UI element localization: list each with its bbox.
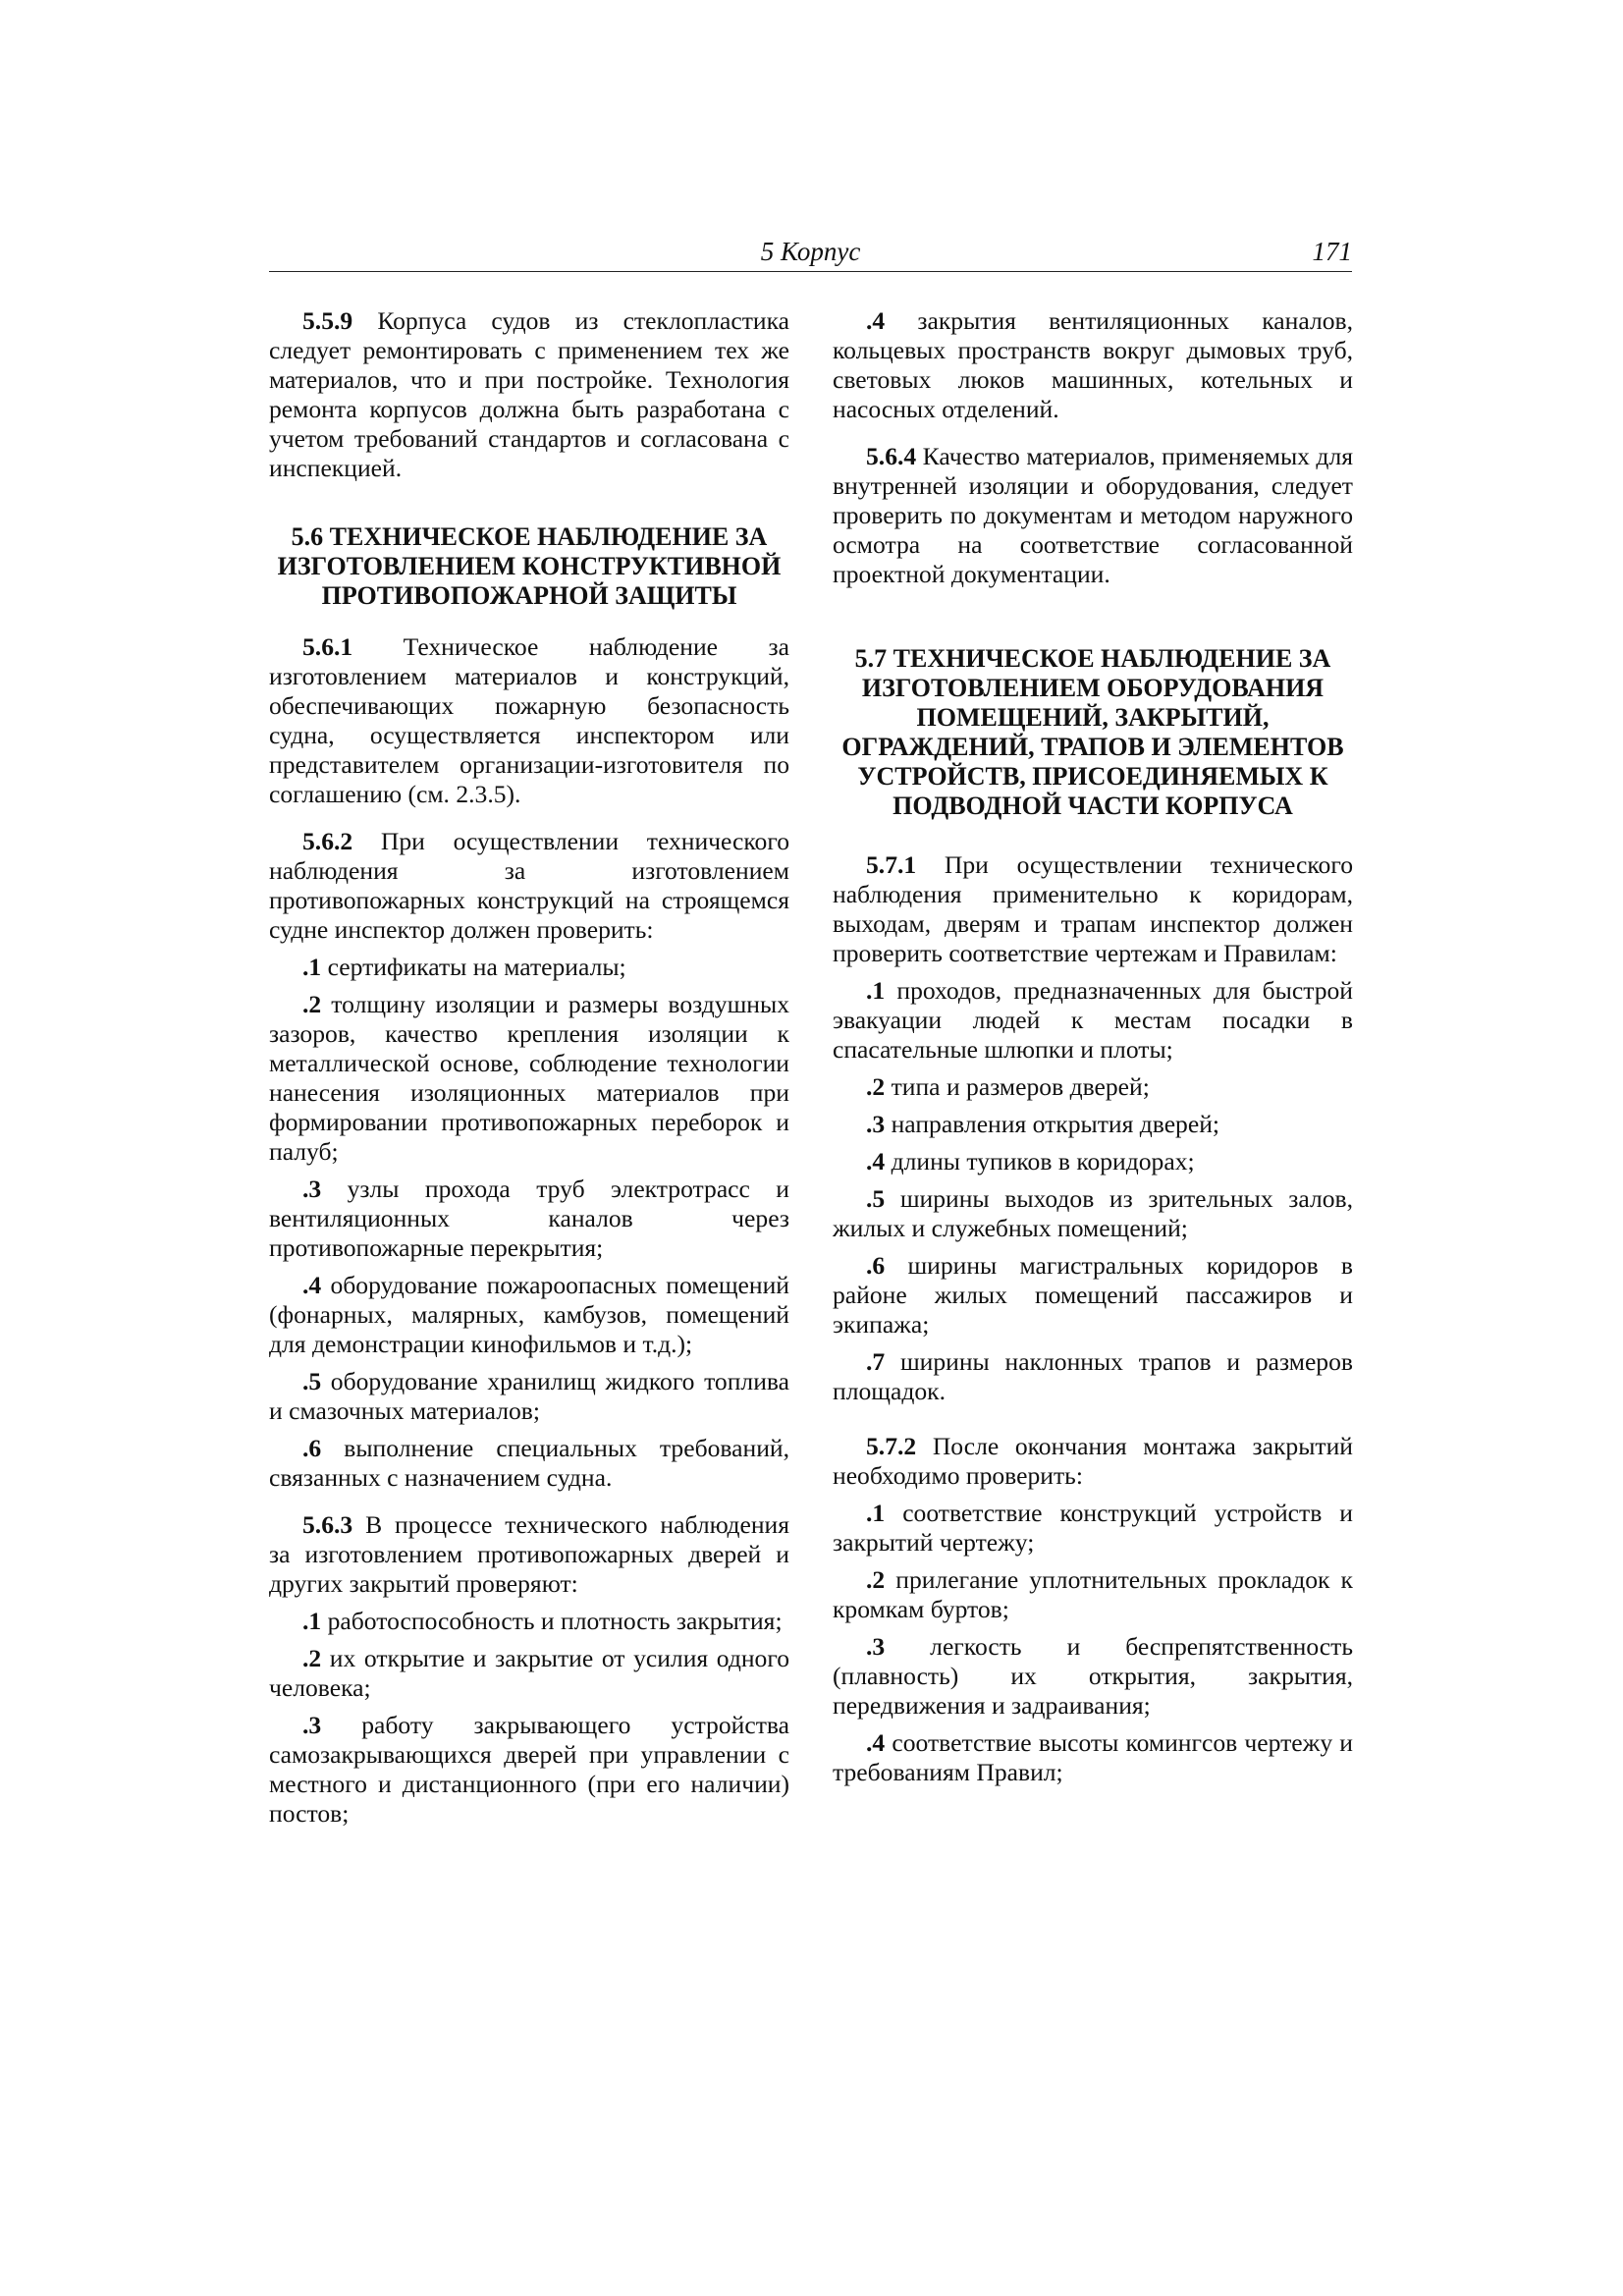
item-number: .5 [302, 1367, 322, 1395]
item-text: типа и размеров дверей; [885, 1072, 1150, 1101]
item-number: .6 [866, 1251, 886, 1280]
running-title: 5 Корпус [760, 237, 861, 266]
paragraph-5-6-4 [833, 442, 1353, 589]
list-item [269, 953, 789, 982]
paragraph-text: Качество материалов, применяемых для внутренней изоляции и оборудования, следует проверить по документам и методом наружного осмотра на соответствие согласованной проектной документации. [833, 442, 1353, 588]
clause-number: 5.7.1 [866, 850, 917, 879]
item-number: .2 [302, 990, 322, 1018]
item-text: прилегание уплотнительных прокладок к кромкам буртов; [833, 1565, 1353, 1623]
list-item [833, 1147, 1353, 1176]
list-item [833, 976, 1353, 1065]
section-heading-5-7: 5.7 ТЕХНИЧЕСКОЕ НАБЛЮДЕНИЕ ЗА ИЗГОТОВЛЕНИЕМ ОБОРУДОВАНИЯ ПОМЕЩЕНИЙ, ЗАКРЫТИЙ, ОГРАЖДЕНИЙ, ТРАПОВ И ЭЛЕМЕНТОВ УСТРОЙСТВ, ПРИСОЕДИНЯЕМЫХ К ПОДВОДНОЙ ЧАСТИ КОРПУСА [841, 644, 1344, 820]
clause-number: 5.5.9 [302, 306, 353, 335]
section-heading-5-6: 5.6 ТЕХНИЧЕСКОЕ НАБЛЮДЕНИЕ ЗА ИЗГОТОВЛЕНИЕМ КОНСТРУКТИВНОЙ ПРОТИВОПОЖАРНОЙ ЗАЩИТЫ [277, 522, 782, 610]
item-text: направления открытия дверей; [885, 1110, 1220, 1138]
item-text: оборудование пожароопасных помещений (фонарных, малярных, камбузов, помещений для демонстрации кинофильмов и т.д.); [269, 1271, 789, 1358]
item-number: .5 [866, 1184, 886, 1213]
item-number: .4 [302, 1271, 322, 1299]
paragraph-text: Техническое наблюдение за изготовлением материалов и конструкций, обеспечивающих пожарную безопасность судна, осуществляется инспектором или представителем организации-изготовителя по соглашению (см. 2.3.5). [269, 632, 789, 808]
list-item [269, 1711, 789, 1829]
clause-number: 5.6.1 [302, 632, 353, 661]
list-item [269, 1644, 789, 1703]
item-text: закрытия вентиляционных каналов, кольцевых пространств вокруг дымовых труб, световых люков машинных, котельных и насосных отделений. [833, 306, 1353, 423]
paragraph-5-6-3 [269, 1510, 789, 1599]
item-number: .3 [302, 1175, 322, 1203]
clause-number: 5.6.2 [302, 827, 353, 855]
list-item [833, 1251, 1353, 1339]
item-text: толщину изоляции и размеры воздушных зазоров, качество крепления изоляции к металлической основе, соблюдение технологии нанесения изоляционных материалов при формировании противопожарных переборок и палуб; [269, 990, 789, 1166]
right-column [833, 306, 1353, 1787]
list-item [269, 1367, 789, 1426]
paragraph-5-5-9 [269, 306, 789, 483]
item-text: выполнение специальных требований, связанных с назначением судна. [269, 1434, 789, 1492]
item-number: .1 [866, 1499, 886, 1527]
paragraph-5-6-1 [269, 632, 789, 809]
list-item [833, 1728, 1353, 1787]
list-item [833, 1632, 1353, 1721]
list-item [833, 1347, 1353, 1406]
paragraph-5-7-2 [833, 1432, 1353, 1491]
item-text: сертификаты на материалы; [321, 953, 626, 981]
item-text: соответствие высоты комингсов чертежу и требованиям Правил; [833, 1728, 1353, 1786]
item-text: работу закрывающего устройства самозакрывающихся дверей при управлении с местного и дистанционного (при его наличии) постов; [269, 1711, 789, 1828]
item-number: .1 [302, 1607, 322, 1635]
list-item [269, 1607, 789, 1636]
item-number: .2 [866, 1565, 886, 1594]
list-item [269, 990, 789, 1167]
item-text: проходов, предназначенных для быстрой эвакуации людей к местам посадки в спасательные шлюпки и плоты; [833, 976, 1353, 1064]
item-text: ширины магистральных коридоров в районе жилых помещений пассажиров и экипажа; [833, 1251, 1353, 1339]
item-number: .3 [302, 1711, 322, 1739]
paragraph-text: После окончания монтажа закрытий необходимо проверить: [833, 1432, 1353, 1490]
list-item [269, 1271, 789, 1359]
left-column [269, 306, 789, 1829]
clause-number: 5.6.4 [866, 442, 917, 470]
item-number: .7 [866, 1347, 886, 1376]
clause-number: 5.7.2 [866, 1432, 917, 1460]
clause-number: 5.6.3 [302, 1510, 353, 1539]
item-text: ширины выходов из зрительных залов, жилых и служебных помещений; [833, 1184, 1353, 1242]
item-text: легкость и беспрепятственность (плавность) их открытия, закрытия, передвижения и задраивания; [833, 1632, 1353, 1720]
item-number: .4 [866, 1147, 886, 1175]
item-number: .2 [866, 1072, 886, 1101]
paragraph-text: В процессе технического наблюдения за изготовлением противопожарных дверей и других закрытий проверяют: [269, 1510, 789, 1598]
item-text: ширины наклонных трапов и размеров площадок. [833, 1347, 1353, 1405]
page-header [269, 236, 1352, 272]
item-text: оборудование хранилищ жидкого топлива и смазочных материалов; [269, 1367, 789, 1425]
item-number: .3 [866, 1632, 886, 1661]
paragraph-5-6-2 [269, 827, 789, 945]
item-text: соответствие конструкций устройств и закрытий чертежу; [833, 1499, 1353, 1557]
item-text: их открытие и закрытие от усилия одного человека; [269, 1644, 789, 1702]
item-number: .6 [302, 1434, 322, 1462]
list-item [833, 1184, 1353, 1243]
paragraph-text: При осуществлении технического наблюдения применительно к коридорам, выходам, дверям и трапам инспектор должен проверить соответствие чертежам и Правилам: [833, 850, 1353, 967]
item-text: работоспособность и плотность закрытия; [321, 1607, 783, 1635]
list-item [833, 1565, 1353, 1624]
item-number: .1 [302, 953, 322, 981]
item-number: .1 [866, 976, 886, 1005]
list-item [833, 306, 1353, 424]
list-item [269, 1175, 789, 1263]
paragraph-text: При осуществлении технического наблюдения за изготовлением противопожарных конструкций на строящемся судне инспектор должен проверить: [269, 827, 789, 944]
list-item [833, 1072, 1353, 1102]
item-text: длины тупиков в коридорах; [885, 1147, 1195, 1175]
page-number: 171 [1312, 237, 1352, 266]
item-number: .2 [302, 1644, 322, 1672]
item-number: .4 [866, 1728, 886, 1757]
item-number: .4 [866, 306, 886, 335]
paragraph-text: Корпуса судов из стеклопластика следует ремонтировать с применением тех же материалов, что и при постройке. Технология ремонта корпусов должна быть разработана с учетом требований стандартов и согласована с инспекцией. [269, 306, 789, 482]
item-number: .3 [866, 1110, 886, 1138]
paragraph-5-7-1 [833, 850, 1353, 968]
list-item [833, 1499, 1353, 1558]
list-item [833, 1110, 1353, 1139]
item-text: узлы прохода труб электротрасс и вентиляционных каналов через противопожарные перекрытия; [269, 1175, 789, 1262]
list-item [269, 1434, 789, 1493]
